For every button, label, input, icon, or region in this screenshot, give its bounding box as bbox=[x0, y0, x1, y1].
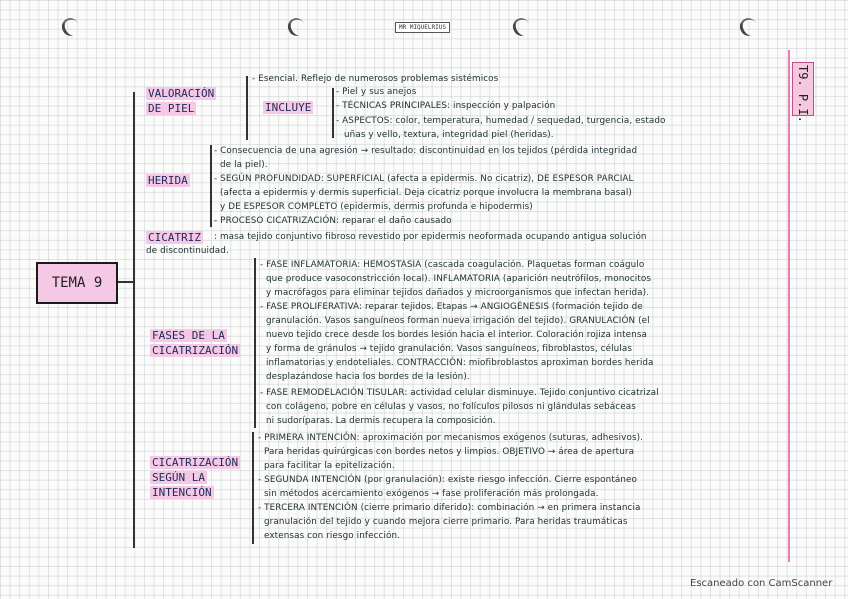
brand-logo: MR MIQUELRIUS bbox=[395, 22, 450, 33]
text-line: - FASE REMODELACIÓN TISULAR: actividad celular disminuye. Tejido conjuntivo cicatrizal bbox=[260, 388, 659, 398]
valoracion-brace bbox=[246, 76, 248, 140]
text-line: - FASE PROLIFERATIVA: reparar tejidos. Etapas → ANGIOGÉNESIS (formación tejido de bbox=[260, 302, 643, 312]
text-line: - Esencial. Reflejo de numerosos problemas sistémicos bbox=[252, 74, 499, 84]
text-line: - Consecuencia de una agresión → resultado: discontinuidad en los tejidos (pérdida integridad bbox=[214, 146, 638, 156]
text-line: - SEGUNDA INTENCIÓN (por granulación): existe riesgo infección. Cierre espontáneo bbox=[258, 475, 638, 485]
topic-tab-label: T9. P.I. bbox=[796, 65, 810, 123]
tema-title: TEMA 9 bbox=[36, 262, 118, 304]
text-line: desplazándose hacia los bordes de la lesión). bbox=[266, 372, 470, 382]
text-line: - SEGÚN PROFUNDIDAD: SUPERFICIAL (afecta a epidermis. No cicatriz), DE ESPESOR PARCIAL bbox=[214, 174, 634, 184]
text-line: nuevo tejido crece desde los bordes lesión hacia el interior. Coloración rojiza intensa bbox=[266, 330, 648, 340]
cat-intencion-1: CICATRIZACIÓN bbox=[152, 456, 239, 469]
text-line: y forma de gránulos → tejido granulación. Vasos sanguíneos, fibroblastos, células bbox=[266, 344, 633, 354]
text-line: uñas y vello, textura, integridad piel (heridas). bbox=[344, 130, 554, 140]
text-line: y DE ESPESOR COMPLETO (epidermis, dermis profunda e hipodermis) bbox=[220, 202, 533, 212]
binder-hole-icon bbox=[510, 15, 533, 38]
binder-hole-icon bbox=[59, 15, 82, 38]
text-line: ni sudoríparas. La dermis recupera la composición. bbox=[266, 416, 496, 426]
herida-brace bbox=[210, 145, 212, 227]
main-connector bbox=[133, 92, 135, 548]
text-line: - Piel y sus anejos bbox=[336, 87, 417, 97]
text-line: : masa tejido conjuntivo fibroso revestido por epidermis neoformada ocupando antigua solución bbox=[214, 232, 647, 242]
cat-cicatriz: CICATRIZ bbox=[148, 231, 201, 244]
binder-hole-icon bbox=[737, 15, 760, 38]
margin-line bbox=[788, 50, 790, 562]
cat-valoracion-1: VALORACIÓN bbox=[148, 87, 215, 100]
text-line: que produce vasoconstricción local). INFLAMATORIA (aparición neutrófilos, monocitos bbox=[266, 274, 652, 284]
text-line: con colágeno, pobre en células y vasos, no folículos pilosos ni glándulas sebáceas bbox=[266, 402, 636, 412]
text-line: - PRIMERA INTENCIÓN: aproximación por mecanismos exógenos (suturas, adhesivos). bbox=[258, 433, 644, 443]
text-line: - TERCERA INTENCIÓN (cierre primario diferido): combinación → en primera instancia bbox=[258, 503, 641, 513]
cat-fases-1: FASES DE LA bbox=[152, 329, 225, 342]
text-line: - TÉCNICAS PRINCIPALES: inspección y palpación bbox=[336, 101, 556, 111]
text-line: para facilitar la epitelización. bbox=[264, 461, 395, 471]
binder-hole-icon bbox=[285, 15, 308, 38]
cat-intencion-3: INTENCIÓN bbox=[152, 486, 212, 499]
text-line: - ASPECTOS: color, temperatura, humedad / sequedad, turgencia, estado bbox=[336, 116, 666, 126]
incluye-brace bbox=[332, 88, 334, 138]
text-line: de la piel). bbox=[220, 160, 268, 170]
cat-herida: HERIDA bbox=[148, 174, 188, 187]
scanner-watermark: Escaneado con CamScanner bbox=[690, 578, 833, 589]
fases-brace bbox=[254, 258, 256, 428]
text-line: de discontinuidad. bbox=[146, 246, 229, 256]
cat-valoracion-2: DE PIEL bbox=[148, 102, 195, 115]
text-line: - PROCESO CICATRIZACIÓN: reparar el daño causado bbox=[214, 216, 452, 226]
text-line: sin métodos acercamiento exógenos → fase proliferación más prolongada. bbox=[264, 489, 599, 499]
intencion-brace bbox=[252, 432, 254, 544]
text-line: granulación del tejido y cuando mejora cierre primario. Para heridas traumáticas bbox=[264, 517, 628, 527]
text-line: granulación. Vasos sanguíneos forman nueva irrigación del tejido). GRANULACIÓN (el bbox=[266, 316, 650, 326]
text-line: (afecta a epidermis y dermis superficial. Deja cicatriz porque involucra la membrana basal) bbox=[220, 188, 632, 198]
text-line: - FASE INFLAMATORIA: HEMOSTASIA (cascada coagulación. Plaquetas forman coágulo bbox=[260, 260, 645, 270]
topic-tab bbox=[792, 62, 814, 123]
cat-fases-2: CICATRIZACIÓN bbox=[152, 344, 239, 357]
text-line: Para heridas quirúrgicas con bordes netos y limpios. OBJETIVO → área de apertura bbox=[264, 447, 635, 457]
cat-incluye: INCLUYE bbox=[265, 101, 312, 114]
text-line: inflamatorias y endoteliales. CONTRACCIÓN: miofibroblastos aproximan bordes herida bbox=[266, 358, 654, 368]
text-line: y macrófagos para eliminar tejidos dañados y microorganismos que infectan herida). bbox=[266, 288, 650, 298]
cat-intencion-2: SEGÚN LA bbox=[152, 471, 205, 484]
text-line: extensas con riesgo infección. bbox=[264, 531, 401, 541]
